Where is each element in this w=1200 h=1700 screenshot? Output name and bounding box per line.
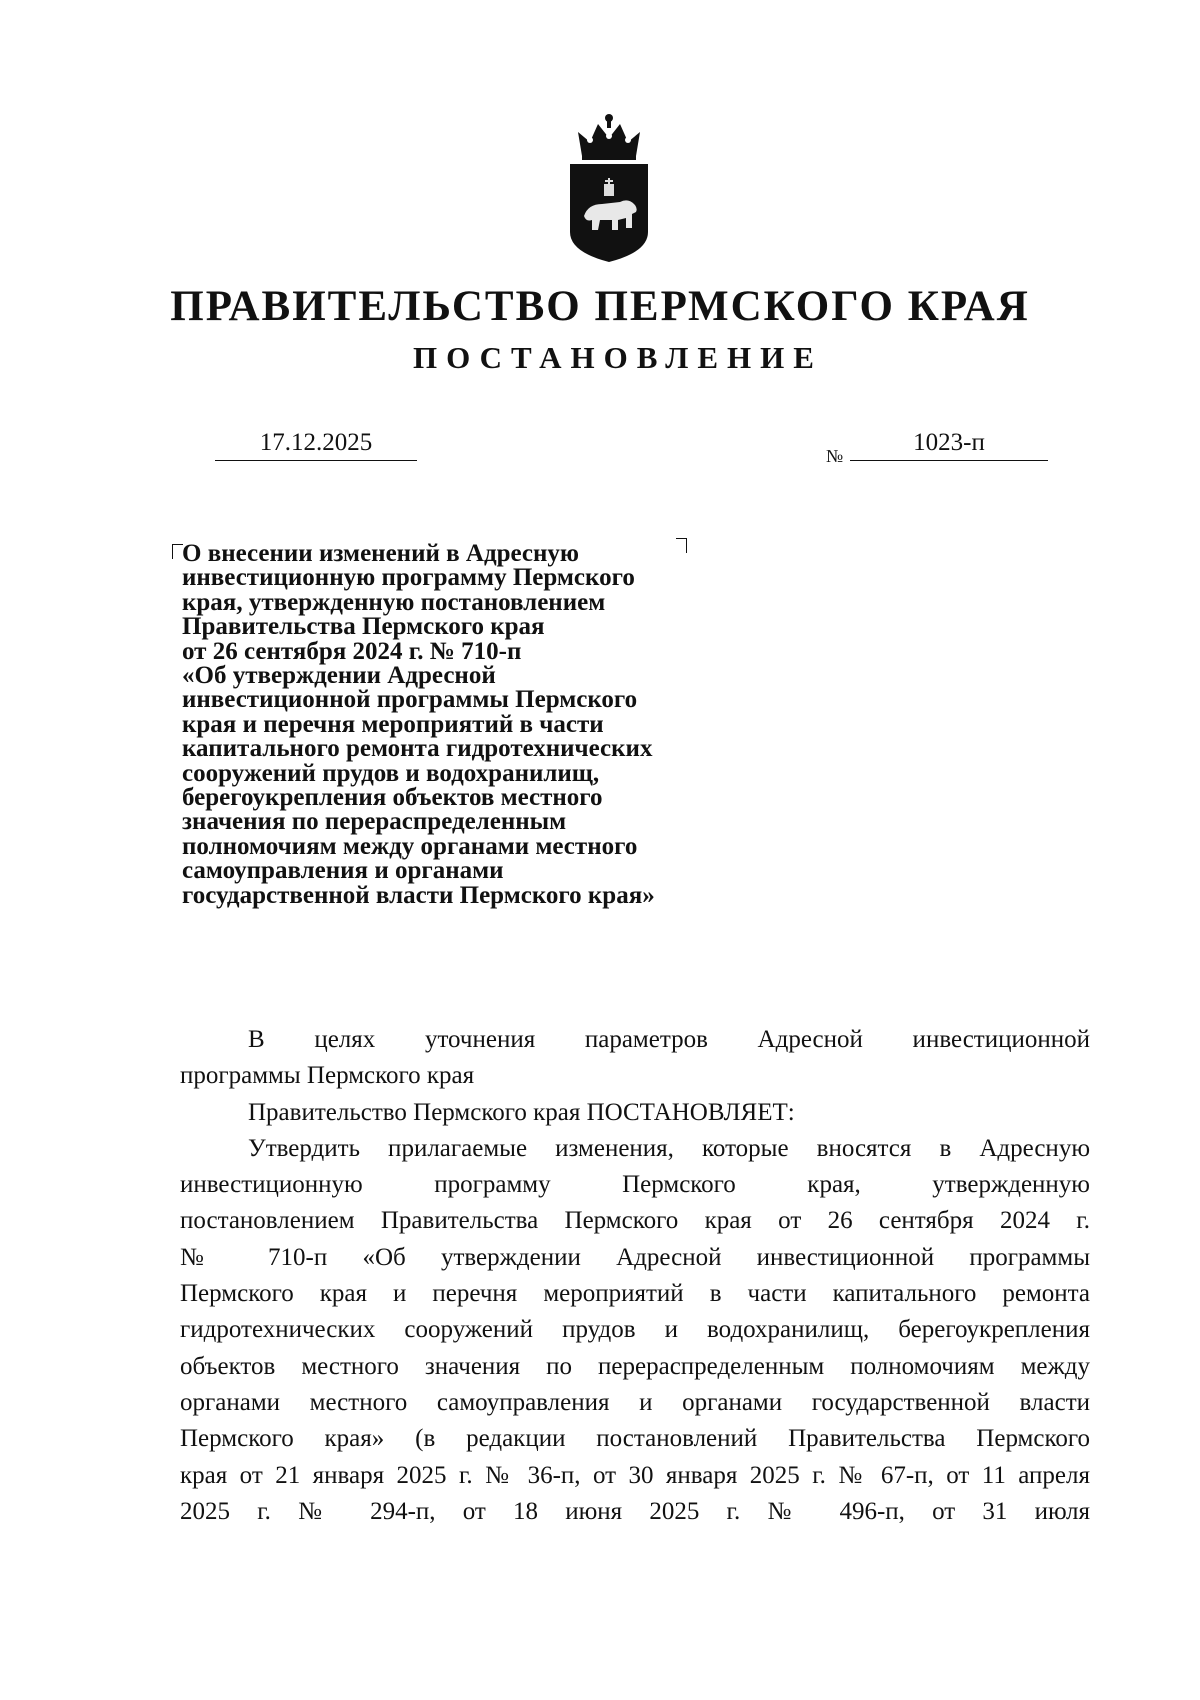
number-label: № [826, 446, 844, 466]
subject-line: капитального ремонта гидротехнических [182, 735, 653, 763]
body-line: постановлением Правительства Пермского края от 26 сентября 2024 г. [180, 1207, 1090, 1235]
body-line: органами местного самоуправления и органами государственной власти [180, 1388, 1090, 1416]
body-line: 2025 г. № 294-п, от 18 июня 2025 г. № 496-п, от 31 июля [180, 1497, 1090, 1525]
body-line: Утвердить прилагаемые изменения, которые вносятся в Адресную [248, 1134, 1090, 1162]
body-line: Пермского края» (в редакции постановлений Правительства Пермского [180, 1425, 1090, 1453]
subject-line: полномочиям между органами местного [182, 832, 638, 860]
subject-line: берегоукрепления объектов местного [182, 784, 603, 812]
body-line: № 710-п «Об утверждении Адресной инвестиционной программы [180, 1243, 1090, 1271]
body-line: гидротехнических сооружений прудов и водохранилищ, берегоукрепления [180, 1316, 1090, 1344]
subject-line: инвестиционную программу Пермского [182, 564, 635, 592]
subject-line: значения по перераспределенным [182, 808, 567, 836]
subject-line: «Об утверждении Адресной [182, 662, 496, 690]
document-number: 1023-п [850, 428, 1048, 461]
body-line: инвестиционную программу Пермского края, утвержденную [180, 1171, 1090, 1199]
subject-line: О внесении изменений в Адресную [182, 540, 580, 567]
document-type: ПОСТАНОВЛЕНИЕ [413, 340, 823, 375]
government-name: ПРАВИТЕЛЬСТВО ПЕРМСКОГО КРАЯ [170, 283, 1030, 330]
body-line: программы Пермского края [180, 1062, 475, 1090]
subject-line: инвестиционной программы Пермского [182, 686, 638, 714]
document-subject [182, 542, 742, 908]
body-line: Пермского края и перечня мероприятий в части капитального ремонта [180, 1280, 1090, 1308]
subject-line: государственной власти Пермского края» [182, 881, 655, 909]
body-line: Правительство Пермского края ПОСТАНОВЛЯЕТ: [248, 1098, 795, 1126]
body-line: объектов местного значения по перераспределенным полномочиям между [180, 1352, 1090, 1380]
subject-line: сооружений прудов и водохранилищ, [182, 759, 600, 787]
coat-of-arms-icon [562, 110, 656, 264]
document-body [180, 1022, 1090, 1530]
subject-line: Правительства Пермского края [182, 613, 545, 641]
subject-line: самоуправления и органами [182, 857, 504, 885]
body-line: края от 21 января 2025 г. № 36-п, от 30 января 2025 г. № 67-п, от 11 апреля [180, 1461, 1090, 1489]
document-date: 17.12.2025 [215, 428, 417, 461]
subject-line: края и перечня мероприятий в части [182, 710, 604, 738]
subject-line: от 26 сентября 2024 г. № 710-п [182, 637, 522, 665]
body-line: В целях уточнения параметров Адресной инвестиционной [248, 1026, 1090, 1053]
subject-line: края, утвержденную постановлением [182, 588, 606, 616]
